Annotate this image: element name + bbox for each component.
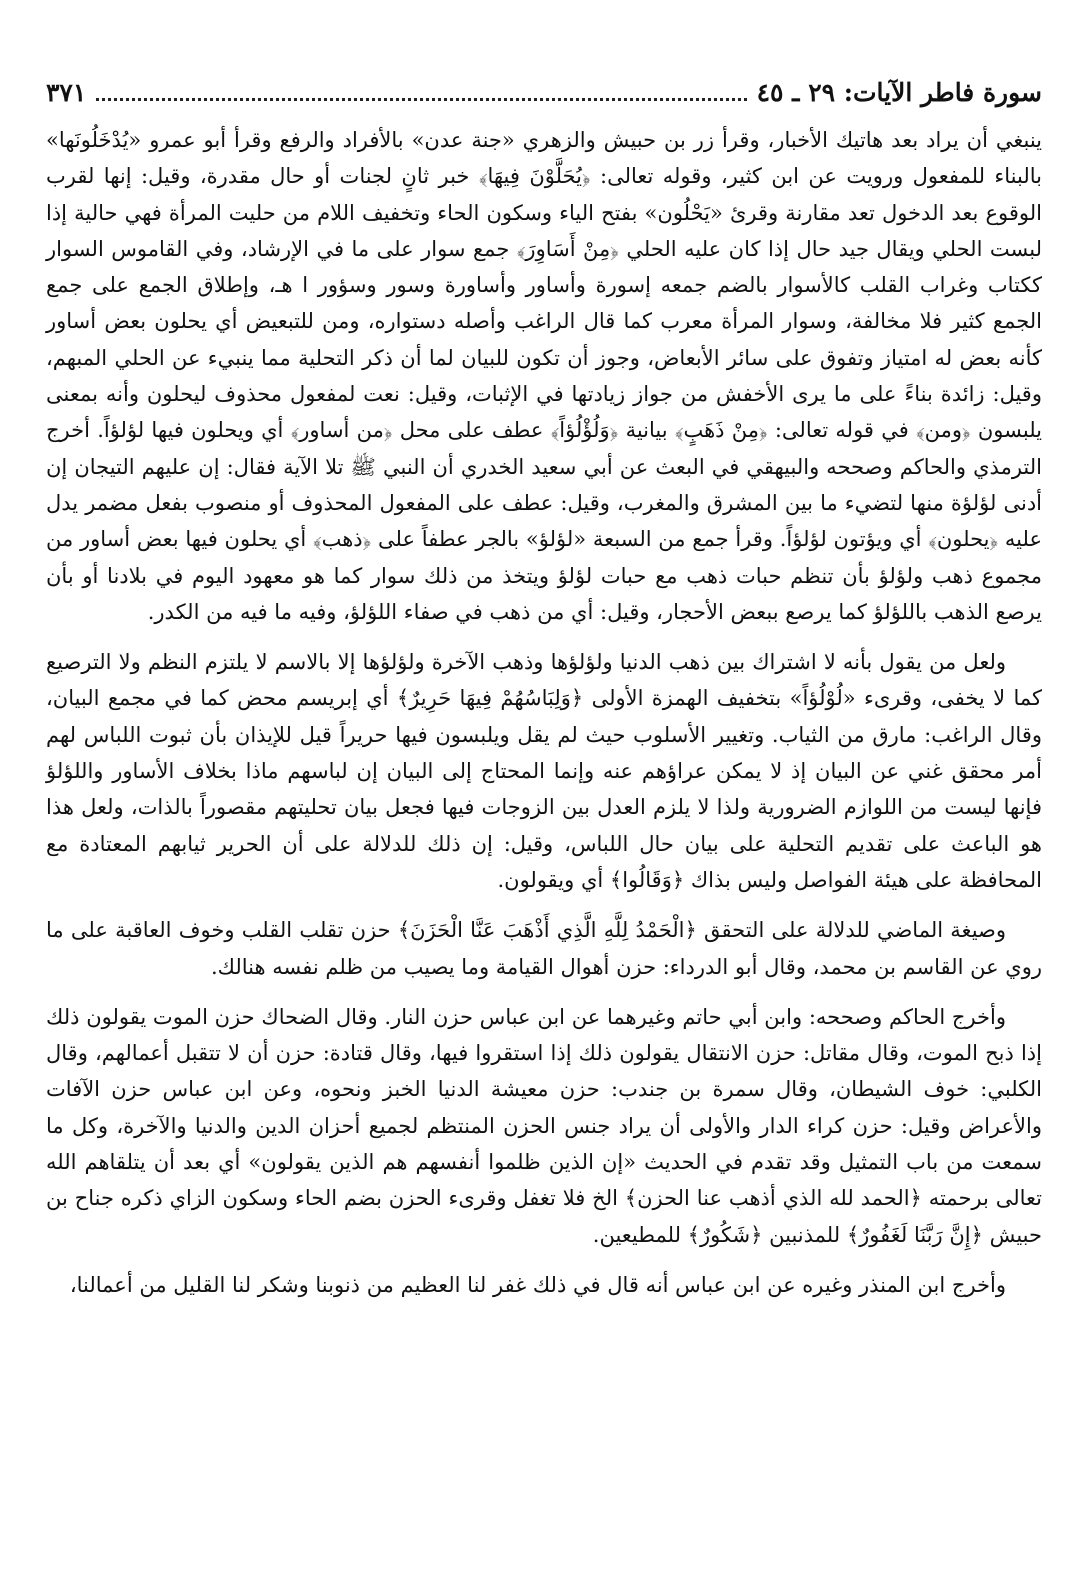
paragraph-1: ينبغي أن يراد بعد هاتيك الأخبار، وقرأ زر بن حبيش والزهري «جنة عدن» بالأفراد والرفع وقرأ أبو عمرو «يُدْخَلُونَها» بالبناء للمفعول ورويت عن ابن كثير، وقوله تعالى: ﴿يُحَلَّوْنَ فِيهَا﴾ خبر ثانٍ لجنات أو حال مقدرة، وقيل: إنها لقرب الوقوع بعد الدخول تعد مقارنة وقرئ «يَحْلُون» بفتح الياء وسكون الحاء وتخفيف اللام من حليت المرأة فهي حالية إذا لبست الحلي ويقال جيد حال إذا كان عليه الحلي ﴿مِنْ أَسَاوِرَ﴾ جمع سوار على ما في الإرشاد، وفي القاموس السوار ككتاب وغراب القلب كالأسوار بالضم جمعه إسورة وأساور وأساورة وسور وسؤور ا هـ، وإطلاق الجمع على جمع الجمع كثير فلا مخالفة، وسوار المرأة معرب كما قال الراغب وأصله دستواره، ومن للتبعيض أي يحلون بعض أساور كأنه بعض له امتياز وتفوق على سائر الأبعاض، وجوز أن تكون للبيان لما أن ذكر التحلية مما ينبيء عن الحلي المبهم، وقيل: زائدة بناءً على ما يرى الأخفش من جواز زيادتها في الإثبات، وقيل: نعت لمفعول محذوف ليحلون وأنه بمعنى يلبسون ﴿ومن﴾ في قوله تعالى: ﴿مِنْ ذَهَبٍ﴾ بيانية ﴿وَلُؤْلُؤاً﴾ عطف على محل ﴿من أساور﴾ أي ويحلون فيها لؤلؤاً. أخرج الترمذي والحاكم وصححه والبيهقي في البعث عن أبي سعيد الخدري أن النبي ﷺ تلا الآية فقال: إن عليهم التيجان إن أدنى لؤلؤة منها لتضيء ما بين المشرق والمغرب، وقيل: عطف على المفعول المحذوف أو منصوب بفعل مضمر يدل عليه ﴿يحلون﴾ أي ويؤتون لؤلؤاً. وقرأ جمع من السبعة «لؤلؤ» بالجر عطفاً على ﴿ذهب﴾ أي يحلون فيها بعض أساور من مجموع ذهب ولؤلؤ بأن تنظم حبات ذهب مع حبات لؤلؤ ويتخذ من ذلك سوار كما هو معهود اليوم في بلادنا أو بأن يرصع الذهب باللؤلؤ كما يرصع ببعض الأحجار، وقيل: أي من ذهب في صفاء اللؤلؤ، وفيه ما فيه من الكدر. bbox=[46, 128, 1042, 624]
paragraph-3: وصيغة الماضي للدلالة على التحقق ﴿الْحَمْدُ لِلَّهِ الَّذِي أَذْهَبَ عَنَّا الْحَزَنَ﴾ حزن تقلب القلب وخوف العاقبة على ما روي عن القاسم بن محمد، وقال أبو الدرداء: حزن أهوال القيامة وما يصيب من ظلم نفسه هنالك. bbox=[46, 918, 1042, 979]
paragraph-4: وأخرج الحاكم وصححه: وابن أبي حاتم وغيرهما عن ابن عباس حزن النار. وقال الضحاك حزن الموت يقولون ذلك إذا ذبح الموت، وقال مقاتل: حزن الانتقال يقولون ذلك إذا استقروا فيها، وقال قتادة: حزن أن لا تتقبل أعمالهم، وقال الكلبي: خوف الشيطان، وقال سمرة بن جندب: حزن معيشة الدنيا الخبز ونحوه، وعن ابن عباس حزن الآفات والأعراض وقيل: حزن كراء الدار والأولى أن يراد جنس الحزن المنتظم لجميع أحزان الدين والدنيا والآخرة، وكل ما سمعت من باب التمثيل وقد تقدم في الحديث «إن الذين ظلموا أنفسهم هم الذين يقولون» أي بعد أن يتلقاهم الله تعالى برحمته ﴿الحمد لله الذي أذهب عنا الحزن﴾ الخ فلا تغفل وقرىء الحزن بضم الحاء وسكون الزاي ذكره جناح بن حبيش ﴿إِنَّ رَبَّنَا لَغَفُورٌ﴾ للمذنبين ﴿شَكُورٌ﴾ للمطيعين. bbox=[46, 1004, 1042, 1247]
page-number: ٣٧١ bbox=[46, 78, 87, 107]
paragraph-5: وأخرج ابن المنذر وغيره عن ابن عباس أنه قال في ذلك غفر لنا العظيم من ذنوبنا وشكر لنا القليل من أعمالنا، bbox=[69, 1272, 1006, 1297]
running-header bbox=[46, 78, 1042, 118]
page-content bbox=[46, 78, 1042, 1317]
paragraph-2: ولعل من يقول بأنه لا اشتراك بين ذهب الدنيا ولؤلؤها وذهب الآخرة ولؤلؤها إلا بالاسم لا يلتزم النظم ولا الترصيع كما لا يخفى، وقرىء «لُوْلُؤاً» بتخفيف الهمزة الأولى ﴿وَلِبَاسُهُمْ فِيهَا حَرِيرٌ﴾ أي إبريسم محض كما في مجمع البيان، وقال الراغب: مارق من الثياب. وتغيير الأسلوب حيث لم يقل ويلبسون فيها حريراً قيل للإيذان بأن ثبوت اللباس لهم أمر محقق غني عن البيان إذ لا يمكن عراؤهم عنه وإنما المحتاج إلى البيان إن لباسهم ماذا بخلاف الأساور واللؤلؤ فإنها ليست من اللوازم الضرورية ولذا لا يلزم العدل بين الزوجات فيها فجعل بيان تحليتهم مقصوراً بالذات، ولعل هذا هو الباعث على تقديم التحلية على بيان حال اللباس، وقيل: إن ذلك للدلالة على أن الحرير ثيابهم المعتادة مع المحافظة على هيئة الفواصل وليس بذاك ﴿وَقَالُوا﴾ أي ويقولون. bbox=[46, 650, 1042, 892]
header-dot-leader bbox=[96, 82, 746, 101]
surah-title: سورة فاطر الآيات: ٢٩ ـ ٤٥ bbox=[756, 78, 1042, 107]
